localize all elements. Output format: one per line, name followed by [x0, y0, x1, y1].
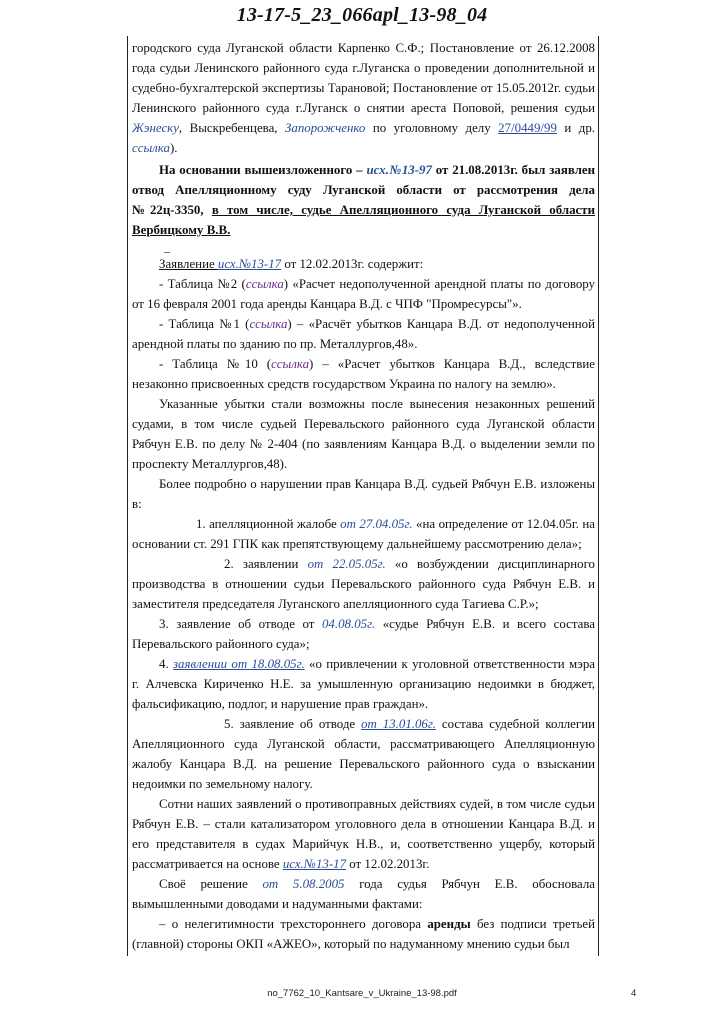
text: городского суда Луганской области Карпенко С.Ф.; Постановление от 26.12.2008 года судьи Ленинского районного суда г.Луганска о проведении дополнительной и судебно-бухгалтерской экспертизы Тарановой; Постановление от 15.05.2012г. судьи Ленинского районного суда г.Луганск о снятии ареста Поповой, решения судьи	[132, 41, 595, 115]
paragraph-10	[132, 554, 595, 614]
dash-separator	[132, 240, 595, 258]
paragraph-15	[132, 874, 595, 914]
date-link[interactable]: от 13.01.06г.	[361, 717, 436, 731]
paragraph-12	[132, 654, 595, 714]
text: и др.	[556, 121, 595, 135]
paragraph-7: Указанные убытки стали возможны после вынесения незаконных решений судами, в том числе судьей Перевальского районного суда Луганской области Рябчун Е.В. по делу № 2-404 (по заявлениям Канцара В.Д. о выделении земли по проспекту Металлургов,48).	[132, 397, 595, 471]
text: - Таблица №2 (	[159, 277, 246, 291]
text: - Таблица №1 (	[159, 317, 250, 331]
paragraph-4	[132, 274, 595, 314]
text: ) – «Расчет убытков Канцара В.Д., вследствие незаконно присвоенных средств государством Украина по налогу на землю».	[132, 357, 595, 391]
paragraph-11	[132, 614, 595, 654]
text: ) – «Расчёт убытков Канцара В.Д. от недополученной арендной платы по зданию по пр. Металлургов,48».	[132, 317, 595, 351]
text: На основании вышеизложенного –	[159, 163, 367, 177]
reference-link[interactable]: ссылка	[245, 277, 284, 291]
case-number-link[interactable]: 27/0449/99	[498, 121, 557, 135]
text: «о возбуждении дисциплинарного производства в отношении судьи Перевальского районного суда Рябчун Е.В. и заместителя председателя Луганского апелляционного суда Тагиева С.Р.»;	[132, 557, 595, 611]
paragraph-14	[132, 794, 595, 874]
text: Своё решение	[159, 877, 263, 891]
paragraph-5	[132, 314, 595, 354]
text: от 12.02.2013г. содержит:	[281, 257, 424, 271]
text: 2. заявлении	[224, 557, 308, 571]
text: Заявление	[159, 257, 218, 271]
text: «судье Рябчун Е.В. и всего состава Перевальского районного суда»;	[132, 617, 595, 651]
outgoing-number-link[interactable]: исх.№13-17	[282, 857, 347, 871]
underlined-text: в том числе, судье Апелляционного суда Луганской области Вербицкому В.В.	[132, 203, 595, 237]
text: «на определение от 12.04.05г. на основании ст. 291 ГПК как препятствующему дальнейшему рассмотрению дела»;	[132, 517, 595, 551]
reference-link[interactable]: ссылка	[271, 357, 310, 371]
footer-filename: no_7762_10_Kantsare_v_Ukraine_13-98.pdf	[267, 988, 457, 999]
date-link[interactable]: от 22.05.05г.	[307, 557, 386, 571]
document-code-header: 13-17-5_23_066apl_13-98_04	[236, 4, 488, 26]
paragraph-9	[132, 514, 595, 554]
text: года судья Рябчун Е.В. обосновала вымышленными доводами и надуманными фактами:	[132, 877, 595, 911]
name-link-zaporozhchenko[interactable]: Запорожченко	[285, 121, 366, 135]
dash: –	[164, 244, 170, 258]
paragraph-8: Более подробно о нарушении прав Канцара В.Д. судьей Рябчун Е.В. изложены в:	[132, 477, 595, 511]
text: 4.	[159, 657, 174, 671]
text: Сотни наших заявлений о противоправных действиях судей, в том числе судьи Рябчун Е.В. – стали катализатором уголовного дела в отношении Канцара В.Д. и его представителя в судах Марийчук Н.В., и, соответственно ущербу, который рассматривается на основе	[132, 797, 595, 871]
name-link-jenesku[interactable]: Жэнеску	[132, 121, 179, 135]
text: 3. заявление об отводе от	[159, 617, 322, 631]
statement-link[interactable]: заявлении от 18.08.05г.	[173, 657, 305, 671]
outgoing-number-link[interactable]: исх.№13-17	[217, 257, 282, 271]
paragraph-6	[132, 354, 595, 394]
text: 5. заявление об отводе	[224, 717, 362, 731]
text: по уголовному делу	[365, 121, 499, 135]
text: от 12.02.2013г.	[346, 857, 430, 871]
text: ).	[169, 141, 178, 155]
text: 1. апелляционной жалобе	[196, 517, 341, 531]
text: «о привлечении к уголовной ответственности мэра г. Алчевска Кириченко Н.Е. за умышленную организацию недоимки в бюджет, фальсификацию, подлог, и нарушение прав граждан».	[132, 657, 596, 711]
text: , Выскребенцева,	[178, 121, 286, 135]
reference-link[interactable]: ссылка	[249, 317, 288, 331]
paragraph-3	[132, 254, 595, 274]
text: ) «Расчет недополученной арендной платы по договору от 16 февраля 2001 года аренды Канцара В.Д. с ЧПФ "Промресурсы"».	[132, 277, 595, 311]
outgoing-number-link[interactable]: исх.№13-97	[366, 163, 432, 177]
date-link[interactable]: от 27.04.05г.	[340, 517, 413, 531]
paragraph-13	[132, 714, 595, 794]
paragraph-16	[132, 914, 595, 954]
text: состава судебной коллегии Апелляционного суда Луганской области, рассматривающего Апелляционную жалобу Канцара В.Д. на решение Перевальского районного суда о взыскании недоимки по земельному налогу.	[132, 717, 595, 791]
page-number: 4	[631, 988, 637, 999]
paragraph-2	[132, 160, 595, 240]
text: без подписи третьей (главной) стороны ОКП «АЖЕО», который по надуманному мнению судьи был	[132, 917, 595, 951]
bold-text: аренды	[427, 917, 471, 931]
text: - Таблица №10 (	[159, 357, 272, 371]
text: от 21.08.2013г. был заявлен отвод Апелляционному суду Луганской области от рассмотрения дела №22ц-3350,	[132, 163, 596, 217]
paragraph-1	[132, 38, 595, 158]
date-link[interactable]: 04.08.05г.	[321, 617, 376, 631]
reference-link[interactable]: ссылка	[132, 141, 170, 155]
text: – о нелегитимности трехстороннего договора	[159, 917, 428, 931]
document-body	[127, 36, 599, 956]
date-link[interactable]: от 5.08.2005	[262, 877, 345, 891]
